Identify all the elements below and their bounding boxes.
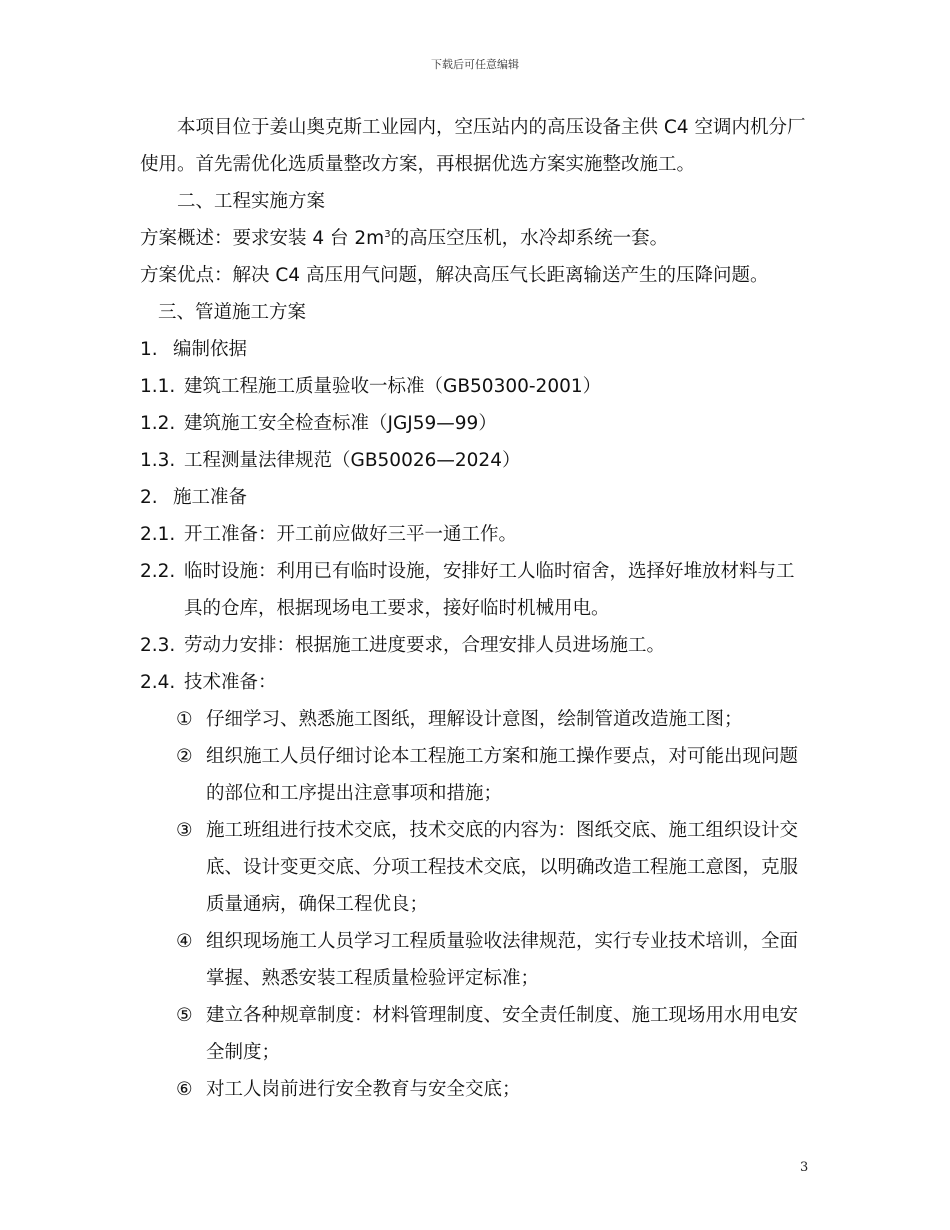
item-number: 2.4. (140, 672, 176, 693)
tech-item-3 (140, 812, 820, 849)
tech-item-text: 对工人岗前进行安全教育与安全交底； (206, 1079, 521, 1100)
item-text: 工程测量法律规范（GB50026—2024） (184, 450, 521, 471)
circled-number-1: ① (176, 709, 193, 730)
tech-item-2-cont: 的部位和工序提出注意事项和措施； (206, 783, 503, 804)
section-2-title: 二、工程实施方案 (177, 191, 326, 212)
section-3-title: 三、管道施工方案 (158, 302, 307, 323)
plan-overview (140, 220, 820, 257)
tech-item-text: 组织现场施工人员学习工程质量验收法律规范，实行专业技术培训，全面 (206, 931, 799, 952)
subsection-number: 1. (140, 339, 158, 360)
item-number: 2.3. (140, 635, 176, 656)
tech-item-text: 施工班组进行技术交底，技术交底的内容为：图纸交底、施工组织设计交 (206, 820, 799, 841)
tech-item-4-cont: 掌握、熟悉安装工程质量检验评定标准； (206, 968, 540, 989)
tech-item-3-cont: 底、设计变更交底、分项工程技术交底，以明确改造工程施工意图，克服 (206, 857, 799, 878)
circled-number-2: ② (176, 746, 193, 767)
standard-item (140, 405, 820, 442)
standard-item (140, 368, 820, 405)
item-text: 临时设施：利用已有临时设施，安排好工人临时宿舍，选择好堆放材料与工 (184, 561, 795, 582)
page-number: 3 (800, 1160, 809, 1175)
tech-item-1 (140, 701, 820, 738)
tech-item-text: 建立各种规章制度：材料管理制度、安全责任制度、施工现场用水用电安 (206, 1005, 799, 1026)
plan-overview-text: 方案概述：要求安装 4 台 2m (140, 228, 385, 249)
plan-overview-text-end: 的高压空压机，水冷却系统一套。 (390, 228, 669, 249)
item-number: 1.2. (140, 413, 176, 434)
plan-advantage: 方案优点：解决 C4 高压用气问题，解决高压气长距离输送产生的压降问题。 (140, 265, 769, 286)
cubic-superscript: 3 (384, 228, 391, 240)
item-text: 技术准备： (184, 672, 277, 693)
circled-number-5: ⑤ (176, 1005, 193, 1026)
standard-item (140, 442, 820, 479)
tech-item-5 (140, 997, 820, 1034)
item-number: 2.2. (140, 561, 176, 582)
item-text: 开工准备：开工前应做好三平一通工作。 (184, 524, 518, 545)
subsection-title: 施工准备 (173, 487, 248, 508)
prep-item-start (140, 516, 820, 553)
page-header: 下载后可任意编辑 (431, 58, 519, 71)
subsection-number: 2. (140, 487, 158, 508)
circled-number-4: ④ (176, 931, 193, 952)
prep-item-facilities (140, 553, 820, 590)
item-number: 2.1. (140, 524, 176, 545)
prep-item-facilities-cont: 具的仓库，根据现场电工要求，接好临时机械用电。 (184, 598, 610, 619)
item-text: 建筑施工安全检查标准（JGJ59—99） (184, 413, 497, 434)
tech-item-2 (140, 738, 820, 775)
tech-item-5-cont: 全制度； (206, 1042, 281, 1063)
tech-item-text: 组织施工人员仔细讨论本工程施工方案和施工操作要点，对可能出现问题 (206, 746, 799, 767)
tech-item-6 (140, 1071, 820, 1108)
item-text: 建筑工程施工质量验收一标准（GB50300-2001） (184, 376, 602, 397)
intro-line-2: 使用。首先需优化选质量整改方案，再根据优选方案实施整改施工。 (140, 154, 696, 175)
tech-item-text: 仔细学习、熟悉施工图纸，理解设计意图，绘制管道改造施工图； (206, 709, 743, 730)
document-body (140, 109, 820, 1108)
circled-number-3: ③ (176, 820, 193, 841)
tech-item-4 (140, 923, 820, 960)
prep-item-tech (140, 664, 820, 701)
prep-item-labor (140, 627, 820, 664)
circled-number-6: ⑥ (176, 1079, 193, 1100)
item-number: 1.1. (140, 376, 176, 397)
intro-line-1: 本项目位于姜山奥克斯工业园内，空压站内的高压设备主供 C4 空调内机分厂 (177, 117, 806, 138)
tech-item-3-cont: 质量通病，确保工程优良； (206, 894, 429, 915)
item-text: 劳动力安排：根据施工进度要求，合理安排人员进场施工。 (184, 635, 666, 656)
subsection-2 (140, 479, 820, 516)
subsection-1 (140, 331, 820, 368)
subsection-title: 编制依据 (173, 339, 248, 360)
item-number: 1.3. (140, 450, 176, 471)
